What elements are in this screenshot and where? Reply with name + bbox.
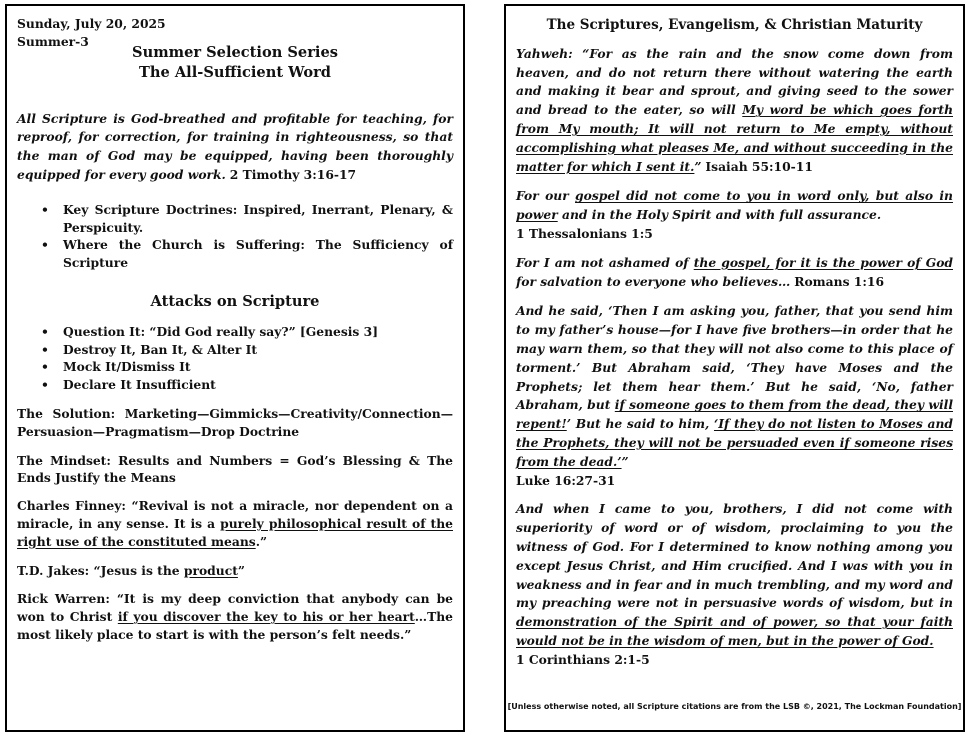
isaiah-ref: Isaiah 55:10-11 — [705, 158, 813, 174]
jakes-quote: T.D. Jakes: “Jesus is the product” — [17, 562, 245, 578]
citation-footer: [Unless otherwise noted, all Scripture citations are from the LSB ©, 2021, The Lockman Foundation] — [507, 702, 962, 712]
romans-underlined: the gospel, for it is the power of God — [693, 254, 953, 270]
list-item: • Key Scripture Doctrines: Inspired, Inerrant, Plenary, & Perspicuity. — [63, 201, 453, 237]
sermon-subtitle: The All-Sufficient Word — [139, 63, 331, 81]
doctrine-list — [17, 201, 453, 272]
list-item: • Question It: “Did God really say?” [Genesis 3] — [63, 323, 453, 341]
mindset-paragraph: The Mindset: Results and Numbers = God’s Blessing & The Ends Justify the Means — [17, 452, 453, 486]
isaiah-underlined: My word be which goes forth from My mouth; It will not return to Me empty, without accomplishing what pleases Me, and without succeeding in the matter for which I sent it. — [516, 102, 954, 174]
epigraph-verse — [17, 110, 453, 185]
solution-paragraph: The Solution: Marketing—Gimmicks—Creativity/Connection—Persuasion—Pragmatism—Drop Doctrine — [17, 405, 453, 439]
luke-ref: Luke 16:27-31 — [516, 472, 616, 488]
romans-ref: Romans 1:16 — [794, 273, 885, 289]
series-title: Summer Selection Series — [132, 43, 338, 61]
luke-verse: And he said, ‘Then I am asking you, father, that you send him to my father’s house—for I have five brothers—in order that he may warn them, so that they will not also come to this place of torment.’ But Abraham said, ‘They have Moses and the Prophets; let them hear them.’ But he said, ‘No, father Abraham, but if someone goes to them from the dead, they will repent!’ But he said to him, ‘If they do not listen to Moses and the Prophets, they will not be persuaded even if someone rises from the dead.’” Luke 16:27-31 — [516, 303, 953, 488]
list-item: • Mock It/Dismiss It — [63, 358, 453, 376]
page-title: The Scriptures, Evangelism, & Christian Maturity — [546, 17, 923, 33]
sermon-date: Sunday, July 20, 2025 — [17, 16, 166, 31]
epigraph-ref: 2 Timothy 3:16-17 — [229, 166, 357, 182]
attacks-heading: Attacks on Scripture — [150, 292, 320, 310]
corinthians-verse: And when I came to you, brothers, I did not come with superiority of word or of wisdom, proclaiming to you the witness of God. For I determined to know nothing among you except Jesus Christ, and Him crucified. And I was with you in weakness and in fear and in much trembling, and my word and my preaching were not in persuasive words of wisdom, but in demonstration of the Spirit and of power, so that your faith would not be in the wisdom of men, but in the power of God. 1 Corinthians 2:1-5 — [516, 501, 953, 667]
luke-underlined-2: ‘If they do not listen to Moses and the Prophets, they will not be persuaded even if someone rises from the dead.’ — [516, 416, 953, 469]
list-item: • Where the Church is Suffering: The Sufficiency of Scripture — [63, 236, 453, 272]
list-item: • Destroy It, Ban It, & Alter It — [63, 341, 453, 359]
list-item: • Declare It Insufficient — [63, 376, 453, 394]
warren-underlined: if you discover the key to his or her heart — [117, 609, 415, 625]
isaiah-verse: Yahweh: “For as the rain and the snow come down from heaven, and do not return there without watering the earth and making it bear and sprout, and giving seed to the sower and bread to the eater, so will My word be which goes forth from My mouth; It will not return to Me empty, without accomplishing what pleases Me, and without succeeding in the matter for which I sent it.” Isaiah 55:10-11 — [516, 45, 954, 174]
thessalonians-verse: For our gospel did not come to you in word only, but also in power and in the Holy Spirit and with full assurance. 1 Thessalonians 1:5 — [516, 188, 953, 241]
thessalonians-underlined: gospel did not come to you in word only, but also in power — [516, 188, 953, 223]
sermon-code: Summer-3 — [17, 33, 89, 49]
jakes-underlined: product — [183, 562, 238, 578]
finney-underlined: purely philosophical result of the right use of the constituted means — [17, 515, 453, 549]
corinthians-underlined: demonstration of the Spirit and of power, so that your faith would not be in the wisdom of men, but in the power of God. — [516, 614, 953, 648]
thessalonians-ref: 1 Thessalonians 1:5 — [516, 225, 653, 241]
right-page — [504, 4, 965, 732]
left-page — [5, 4, 465, 732]
attacks-list — [17, 323, 453, 394]
epigraph-text: All Scripture is God-breathed and profitable for teaching, for reproof, for correction, for training in righteousness, so that the man of God may be equipped, having been thoroughly equipped for every good work. — [17, 110, 453, 182]
luke-underlined-1: if someone goes to them from the dead, they will repent! — [516, 397, 953, 432]
romans-verse: For I am not ashamed of the gospel, for it is the power of God for salvation to everyone who believes… Romans 1:16 — [516, 254, 953, 289]
finney-quote: Charles Finney: “Revival is not a miracle, nor dependent on a miracle, in any sense. It is a purely philosophical result of the right use of the constituted means.” — [17, 498, 453, 549]
corinthians-ref: 1 Corinthians 2:1-5 — [516, 651, 650, 667]
warren-quote: Rick Warren: “It is my deep conviction that anybody can be won to Christ if you discover the key to his or her heart…The most likely place to start is with the person’s felt needs.” — [17, 591, 453, 642]
